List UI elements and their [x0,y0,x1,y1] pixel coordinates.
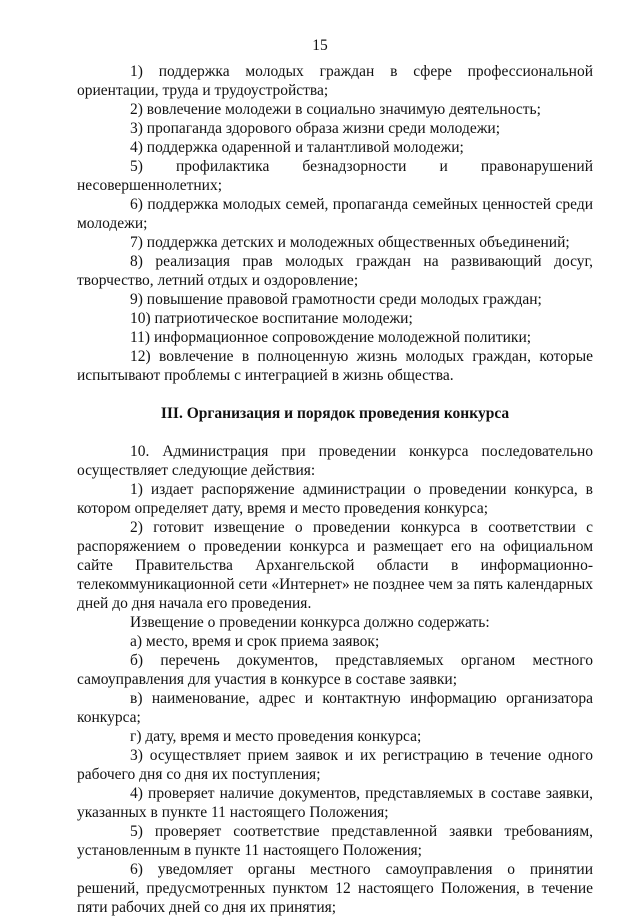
list-item: 9) повышение правовой грамотности среди молодых граждан; [130,291,542,308]
paragraph: Извещение о проведении конкурса должно содержать: [130,614,490,631]
section-heading: III. Организация и порядок проведения конкурса [160,405,510,422]
paragraph: 5) проверяет соответствие представленной заявки требованиям, установленным в пункте 11 настоящего Положения; [77,823,593,859]
paragraph: в) наименование, адрес и контактную информацию организатора конкурса; [77,690,593,726]
list-item: 6) поддержка молодых семей, пропаганда семейных ценностей среди молодежи; [77,196,593,232]
list-item: 11) информационное сопровождение молодежной политики; [130,329,532,346]
paragraph: 3) осуществляет прием заявок и их регистрацию в течение одного рабочего дня со дня их поступления; [77,747,593,783]
document-body [77,62,593,917]
paragraph: 6) уведомляет органы местного самоуправления о принятии решений, предусмотренных пунктом 12 настоящего Положения, в течение пяти рабочих дней со дня их принятия; [77,861,593,916]
page-number: 15 [312,37,328,54]
paragraph: 1) издает распоряжение администрации о проведении конкурса, в котором определяет дату, время и место проведения конкурса; [77,481,593,517]
list-item: 5) профилактика безнадзорности и правонарушений несовершеннолетних; [77,158,593,194]
section-body [77,442,593,917]
paragraph: б) перечень документов, представляемых органом местного самоуправления для участия в конкурсе в составе заявки; [77,652,593,688]
paragraph: г) дату, время и место проведения конкурса; [130,728,422,745]
list-item: 3) пропаганда здорового образа жизни среди молодежи; [130,120,501,137]
paragraph: 2) готовит извещение о проведении конкурса в соответствии с распоряжением о проведении конкурса и размещает его на официальном сайте Правительства Архангельской области в информационно-телекоммуникационной сети «Интернет» не позднее чем за пять календарных дней до дня начала его проведения. [77,519,593,612]
list-item: 1) поддержка молодых граждан в сфере профессиональной ориентации, труда и трудоустройства; [77,63,593,99]
paragraph: 10. Администрация при проведении конкурса последовательно осуществляет следующие действия: [77,443,593,479]
list-item: 8) реализация прав молодых граждан на развивающий досуг, творчество, летний отдых и оздоровление; [77,253,593,289]
list-item: 12) вовлечение в полноценную жизнь молодых граждан, которые испытывают проблемы с интеграцией в жизнь общества. [77,348,593,384]
list-item: 7) поддержка детских и молодежных общественных объединений; [130,234,570,251]
list-item: 10) патриотическое воспитание молодежи; [130,310,413,327]
list-item: 2) вовлечение молодежи в социально значимую деятельность; [130,101,541,118]
list-item: 4) поддержка одаренной и талантливой молодежи; [130,139,464,156]
paragraph: а) место, время и срок приема заявок; [130,633,380,650]
paragraph: 4) проверяет наличие документов, представляемых в составе заявки, указанных в пункте 11 настоящего Положения; [77,785,593,821]
goals-list [77,62,593,385]
